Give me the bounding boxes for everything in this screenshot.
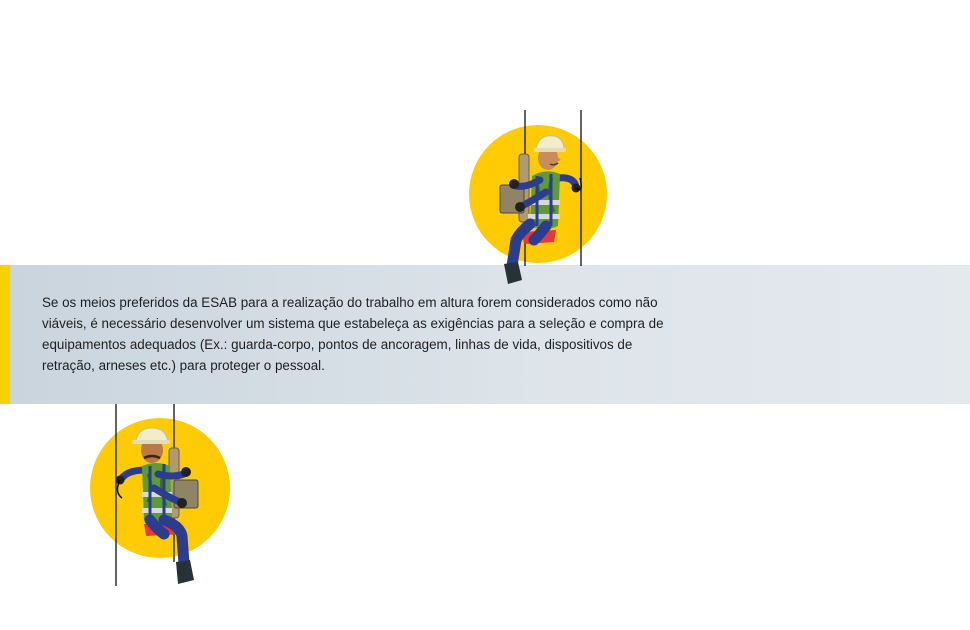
worker-illustration-bottom [84, 402, 244, 588]
worker-illustration-top [460, 108, 620, 292]
accent-bar [0, 265, 10, 404]
worker-suspended-icon [84, 402, 244, 588]
info-paragraph: Se os meios preferidos da ESAB para a realização do trabalho em altura forem considerados como não viáveis, é necessário desenvolver um sistema que estabeleça as exigências para a seleção e compra de equipamentos adequados (Ex.: guarda-corpo, pontos de ancoragem, linhas de vida, dispositivos de retração, arneses etc.) para proteger o pessoal. [42, 295, 664, 373]
worker-suspended-icon [460, 108, 620, 292]
